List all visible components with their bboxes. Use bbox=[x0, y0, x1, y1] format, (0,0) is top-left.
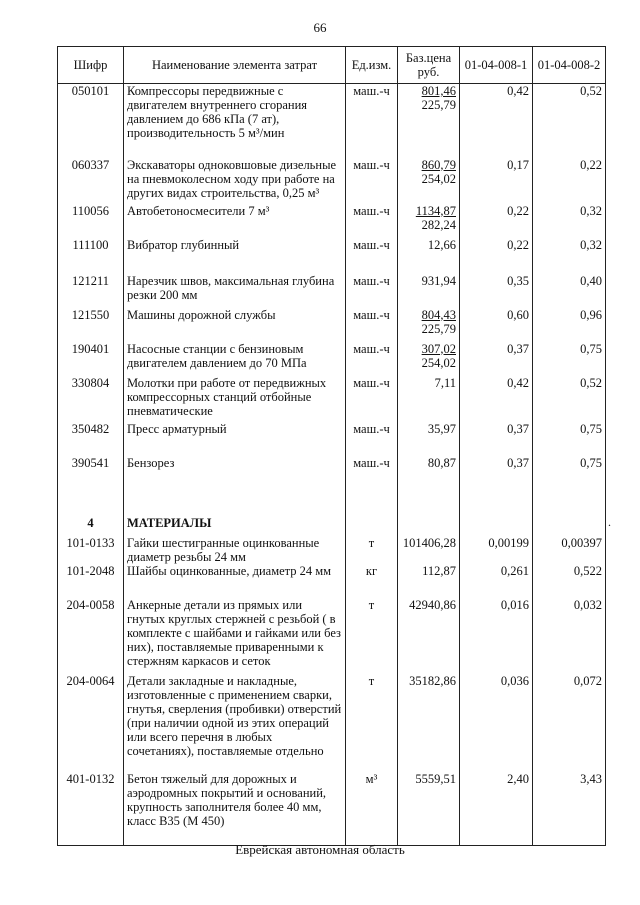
table-row bbox=[58, 84, 606, 158]
row-price bbox=[398, 674, 460, 772]
price-total: 12,66 bbox=[427, 237, 456, 252]
row-norm-2: 0,522 bbox=[533, 564, 606, 598]
table-header-row bbox=[58, 47, 606, 84]
table-row bbox=[58, 772, 606, 846]
table-row bbox=[58, 204, 606, 238]
price-total bbox=[401, 158, 456, 172]
row-norm-1: 0,37 bbox=[460, 342, 533, 376]
row-unit: маш.-ч bbox=[346, 308, 398, 342]
row-price bbox=[398, 238, 460, 274]
header-norm-1: 01-04-008-1 bbox=[460, 47, 533, 84]
row-price bbox=[398, 204, 460, 238]
row-name: Нарезчик швов, максимальная глубина резки 200 мм bbox=[124, 274, 346, 308]
table-row bbox=[58, 674, 606, 772]
row-unit: маш.-ч bbox=[346, 456, 398, 502]
row-unit: т bbox=[346, 598, 398, 674]
row-norm-1: 2,40 bbox=[460, 772, 533, 846]
row-name: Гайки шестигранные оцинкованные диаметр резьбы 24 мм bbox=[124, 536, 346, 564]
price-total-underlined: 1134,87 bbox=[415, 203, 456, 218]
price-total bbox=[401, 342, 456, 356]
row-norm-1: 0,37 bbox=[460, 422, 533, 456]
empty-cell bbox=[460, 502, 533, 536]
row-name: Шайбы оцинкованные, диаметр 24 мм bbox=[124, 564, 346, 598]
row-unit: маш.-ч bbox=[346, 238, 398, 274]
table-row bbox=[58, 274, 606, 308]
price-total: 35182,86 bbox=[409, 673, 456, 688]
row-name: Бетон тяжелый для дорожных и аэродромных покрытий и оснований, крупность заполнителя более 40 мм, класс В35 (М 450) bbox=[124, 772, 346, 846]
price-total bbox=[401, 204, 456, 218]
row-unit: маш.-ч bbox=[346, 274, 398, 308]
empty-cell bbox=[346, 502, 398, 536]
row-norm-2: 0,75 bbox=[533, 422, 606, 456]
row-name: Молотки при работе от передвижных компрессорных станций отбойные пневматические bbox=[124, 376, 346, 422]
row-price bbox=[398, 772, 460, 846]
price-total: 931,94 bbox=[421, 273, 456, 288]
row-unit: кг bbox=[346, 564, 398, 598]
stray-mark: . bbox=[608, 515, 611, 529]
price-total-underlined: 801,46 bbox=[421, 84, 456, 98]
row-norm-2: 0,52 bbox=[533, 84, 606, 158]
row-name: Детали закладные и накладные, изготовленные с применением сварки, гнутья, сверления (пробивки) отверстий (при наличии одной из этих операций или всего перечня в любых сочетаниях), поставляемые отдельно bbox=[124, 674, 346, 772]
page-number: 66 bbox=[313, 20, 327, 35]
row-norm-1: 0,35 bbox=[460, 274, 533, 308]
price-total bbox=[401, 84, 456, 98]
row-code: 204-0064 bbox=[58, 674, 124, 772]
row-price bbox=[398, 536, 460, 564]
row-code: 204-0058 bbox=[58, 598, 124, 674]
row-price bbox=[398, 456, 460, 502]
row-name: Пресс арматурный bbox=[124, 422, 346, 456]
price-total-underlined: 307,02 bbox=[421, 341, 456, 356]
row-code: 190401 bbox=[58, 342, 124, 376]
row-norm-2: 0,75 bbox=[533, 342, 606, 376]
row-price bbox=[398, 376, 460, 422]
row-norm-1: 0,261 bbox=[460, 564, 533, 598]
row-name: Автобетоносмесители 7 м³ bbox=[124, 204, 346, 238]
row-code: 111100 bbox=[58, 238, 124, 274]
row-code: 121550 bbox=[58, 308, 124, 342]
row-price bbox=[398, 342, 460, 376]
row-norm-2: 0,00397 bbox=[533, 536, 606, 564]
section-row bbox=[58, 502, 606, 536]
row-norm-1: 0,42 bbox=[460, 376, 533, 422]
price-total: 42940,86 bbox=[409, 597, 456, 612]
section-title: МАТЕРИАЛЫ bbox=[124, 502, 346, 536]
row-norm-2: 0,22 bbox=[533, 158, 606, 204]
table-row bbox=[58, 456, 606, 502]
table-row bbox=[58, 598, 606, 674]
table-row bbox=[58, 238, 606, 274]
empty-cell bbox=[533, 502, 606, 536]
row-norm-2: 0,32 bbox=[533, 238, 606, 274]
row-code: 101-2048 bbox=[58, 564, 124, 598]
row-code: 060337 bbox=[58, 158, 124, 204]
price-total bbox=[401, 308, 456, 322]
row-unit: маш.-ч bbox=[346, 158, 398, 204]
row-name: Вибратор глубинный bbox=[124, 238, 346, 274]
row-code: 390541 bbox=[58, 456, 124, 502]
row-norm-2: 0,52 bbox=[533, 376, 606, 422]
cost-elements-table bbox=[57, 46, 606, 846]
row-name: Анкерные детали из прямых или гнутых круглых стержней с резьбой ( в комплекте с шайбами и гайками или без них), поставляемые приваренными к стержням каркасов и сеток bbox=[124, 598, 346, 674]
table-row bbox=[58, 536, 606, 564]
price-wage-part: 282,24 bbox=[421, 217, 456, 232]
price-total: 101406,28 bbox=[402, 535, 456, 550]
price-wage-part: 225,79 bbox=[421, 98, 456, 112]
price-wage-part: 254,02 bbox=[421, 355, 456, 370]
row-norm-2: 0,072 bbox=[533, 674, 606, 772]
row-price bbox=[398, 274, 460, 308]
row-norm-1: 0,22 bbox=[460, 238, 533, 274]
row-code: 350482 bbox=[58, 422, 124, 456]
row-norm-1: 0,036 bbox=[460, 674, 533, 772]
row-name: Машины дорожной службы bbox=[124, 308, 346, 342]
table-body bbox=[58, 84, 606, 846]
row-unit: маш.-ч bbox=[346, 84, 398, 158]
row-price bbox=[398, 422, 460, 456]
row-norm-1: 0,016 bbox=[460, 598, 533, 674]
price-total: 112,87 bbox=[422, 563, 456, 578]
row-unit: маш.-ч bbox=[346, 204, 398, 238]
row-norm-2: 0,032 bbox=[533, 598, 606, 674]
price-total: 7,11 bbox=[434, 375, 456, 390]
row-price bbox=[398, 84, 460, 158]
row-norm-1: 0,42 bbox=[460, 84, 533, 158]
row-code: 101-0133 bbox=[58, 536, 124, 564]
table-row bbox=[58, 308, 606, 342]
row-unit: т bbox=[346, 536, 398, 564]
row-unit: маш.-ч bbox=[346, 422, 398, 456]
header-price: Баз.цена руб. bbox=[398, 47, 460, 84]
section-number: 4 bbox=[58, 502, 124, 536]
row-norm-2: 0,75 bbox=[533, 456, 606, 502]
table-row bbox=[58, 422, 606, 456]
header-unit: Ед.изм. bbox=[346, 47, 398, 84]
row-code: 050101 bbox=[58, 84, 124, 158]
row-name: Экскаваторы одноковшовые дизельные на пневмоколесном ходу при работе на других видах строительства, 0,25 м³ bbox=[124, 158, 346, 204]
row-price bbox=[398, 158, 460, 204]
row-norm-2: 0,32 bbox=[533, 204, 606, 238]
row-unit: м³ bbox=[346, 772, 398, 846]
row-norm-1: 0,00199 bbox=[460, 536, 533, 564]
row-unit: маш.-ч bbox=[346, 342, 398, 376]
row-code: 121211 bbox=[58, 274, 124, 308]
row-code: 330804 bbox=[58, 376, 124, 422]
price-total-underlined: 860,79 bbox=[421, 157, 456, 172]
table-row bbox=[58, 564, 606, 598]
row-norm-1: 0,37 bbox=[460, 456, 533, 502]
row-norm-2: 0,40 bbox=[533, 274, 606, 308]
price-wage-part: 225,79 bbox=[421, 321, 456, 336]
row-norm-2: 0,96 bbox=[533, 308, 606, 342]
row-norm-1: 0,22 bbox=[460, 204, 533, 238]
header-code: Шифр bbox=[58, 47, 124, 84]
table-row bbox=[58, 376, 606, 422]
price-total: 35,97 bbox=[427, 421, 456, 436]
price-total: 5559,51 bbox=[415, 771, 456, 786]
header-norm-2: 01-04-008-2 bbox=[533, 47, 606, 84]
row-price bbox=[398, 564, 460, 598]
table-row bbox=[58, 158, 606, 204]
row-price bbox=[398, 308, 460, 342]
row-code: 110056 bbox=[58, 204, 124, 238]
header-name: Наименование элемента затрат bbox=[124, 47, 346, 84]
row-norm-1: 0,17 bbox=[460, 158, 533, 204]
price-total: 80,87 bbox=[427, 455, 456, 470]
row-norm-1: 0,60 bbox=[460, 308, 533, 342]
row-code: 401-0132 bbox=[58, 772, 124, 846]
row-name: Насосные станции с бензиновым двигателем давлением до 70 МПа bbox=[124, 342, 346, 376]
row-name: Компрессоры передвижные с двигателем внутреннего сгорания давлением до 686 кПа (7 ат), производительность 5 м³/мин bbox=[124, 84, 346, 158]
empty-cell bbox=[398, 502, 460, 536]
row-unit: т bbox=[346, 674, 398, 772]
price-total-underlined: 804,43 bbox=[421, 307, 456, 322]
row-name: Бензорез bbox=[124, 456, 346, 502]
footer-region: Еврейская автономная область bbox=[235, 842, 405, 857]
row-price bbox=[398, 598, 460, 674]
price-wage-part: 254,02 bbox=[421, 171, 456, 186]
row-norm-2: 3,43 bbox=[533, 772, 606, 846]
table-row bbox=[58, 342, 606, 376]
row-unit: маш.-ч bbox=[346, 376, 398, 422]
